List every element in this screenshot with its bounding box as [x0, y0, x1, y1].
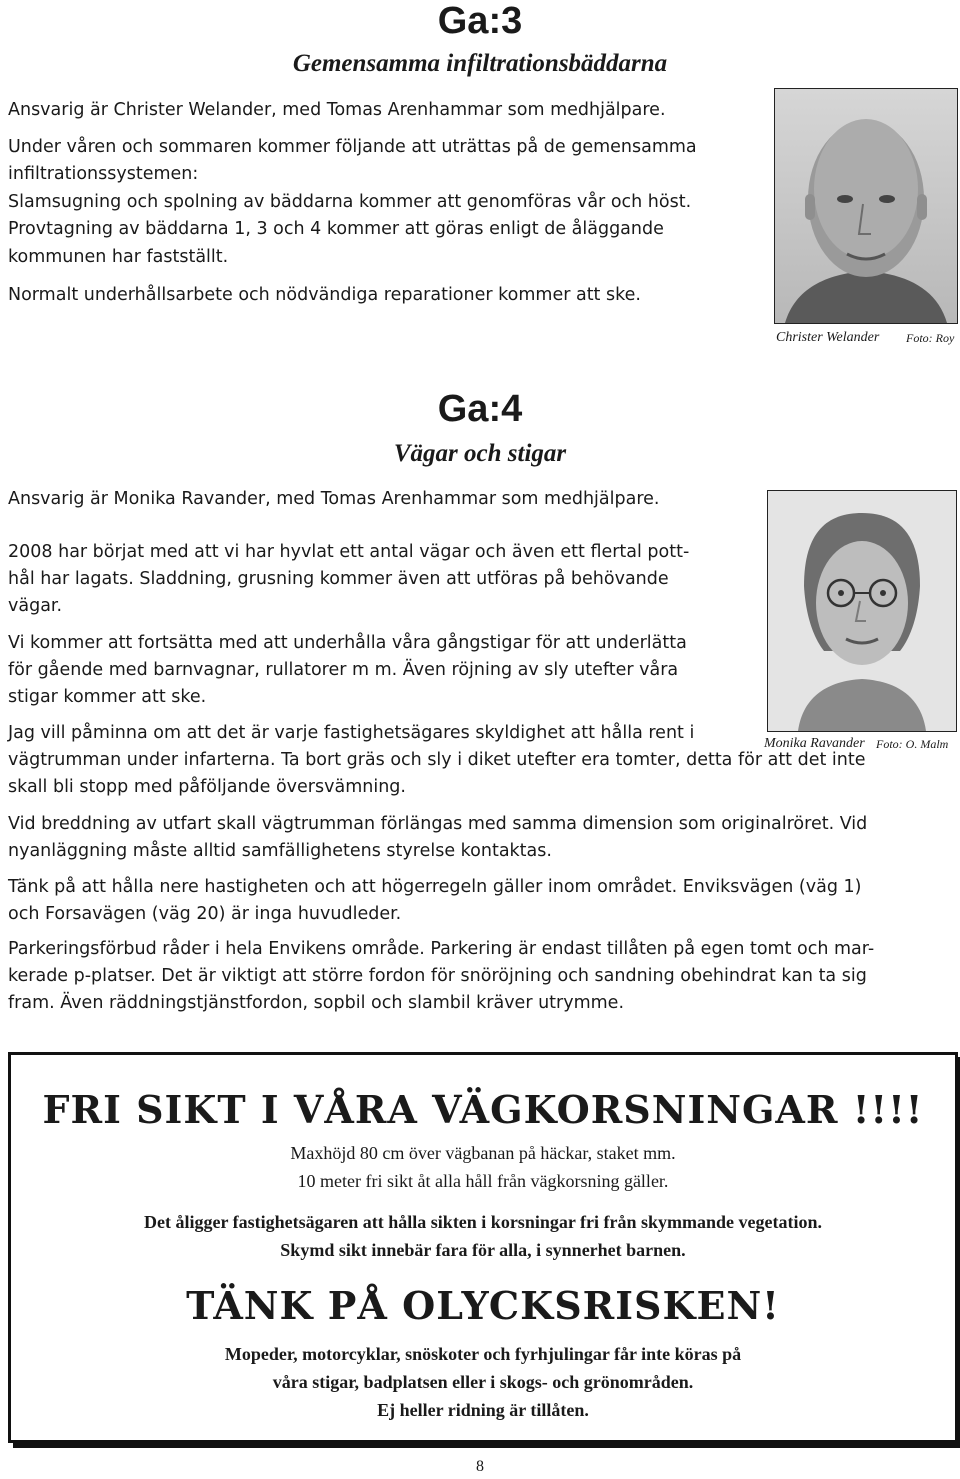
portrait-monika-image: [768, 491, 956, 731]
section-subtitle-ga4: Vägar och stigar: [393, 440, 567, 467]
section-title-ga3: Ga:3: [437, 0, 523, 42]
ga3-line: kommunen har fastställt.: [8, 247, 229, 267]
ga3-line: infiltrationssystemen:: [8, 164, 199, 184]
notice-line: 10 meter fri sikt åt alla håll från vägkorsning gäller.: [297, 1171, 669, 1191]
photo-caption-credit: Foto: Roy: [906, 331, 955, 345]
ga4-p6-line: Parkeringsförbud råder i hela Envikens område. Parkering är endast tillåten på egen tomt och mar-: [8, 939, 875, 959]
ga4-p3-line: vägtrumman under infarterna. Ta bort gräs och sly i diket utefter era tomter, detta för att det inte: [8, 750, 866, 770]
notice-bold-line: Mopeder, motorcyklar, snöskoter och fyrhjulingar får inte köras på: [224, 1344, 742, 1364]
ga4-p6-line: fram. Även räddningstjänstfordon, sopbil och slambil kräver utrymme.: [8, 993, 625, 1013]
ga4-p2-line: stigar kommer att ske.: [8, 687, 207, 707]
notice-bold-line: Det åligger fastighetsägaren att hålla sikten i korsningar fri från skymmande vegetation.: [144, 1212, 822, 1232]
portrait-photo-christer: [774, 88, 958, 324]
ga3-line: Provtagning av bäddarna 1, 3 och 4 kommer att göras enligt de åläggande: [8, 219, 664, 239]
ga4-p5-line: och Forsavägen (väg 20) är inga huvudleder.: [8, 904, 402, 924]
photo-caption-credit: Foto: O. Malm: [876, 737, 949, 751]
section-subtitle-ga3: Gemensamma infiltrationsbäddarna: [292, 50, 668, 77]
photo-caption-name: Christer Welander: [776, 330, 880, 345]
notice-headline-clear-view: FRI SIKT I VÅRA VÄGKORSNINGAR !!!!: [42, 1087, 924, 1132]
ga4-p3-line: Jag vill påminna om att det är varje fastighetsägares skyldighet att hålla rent i: [8, 723, 695, 743]
notice-box: [8, 1052, 958, 1443]
notice-bold-line: våra stigar, badplatsen eller i skogs- och grönområden.: [272, 1372, 694, 1392]
ga4-p3-line: skall bli stopp med påföljande översvämning.: [8, 777, 406, 797]
ga4-p4-line: nyanläggning måste alltid samfällighetens styrelse kontaktas.: [8, 841, 552, 861]
ga4-p2-line: för gående med barnvagnar, rullatorer m m. Även röjning av sly utefter våra: [8, 660, 679, 680]
ga4-p5-line: Tänk på att hålla nere hastigheten och att högerregeln gäller inom området. Enviksvägen (väg 1): [8, 877, 862, 897]
ga4-p4-line: Vid breddning av utfart skall vägtrumman förlängas med samma dimension som originalröret. Vid: [8, 814, 868, 834]
section-title-ga4: Ga:4: [437, 388, 523, 430]
notice-headline-accident-risk: TÄNK PÅ OLYCKSRISKEN!: [186, 1283, 780, 1328]
ga4-responsible: Ansvarig är Monika Ravander, med Tomas Arenhammar som medhjälpare.: [8, 489, 660, 509]
notice-bold-line: Ej heller ridning är tillåten.: [377, 1400, 589, 1420]
ga4-p2-line: Vi kommer att fortsätta med att underhålla våra gångstigar för att underlätta: [8, 633, 687, 653]
photo-caption-name: Monika Ravander: [764, 736, 865, 751]
ga3-line: Slamsugning och spolning av bäddarna kommer att genomföras vår och höst.: [8, 192, 692, 212]
ga4-p1-line: hål har lagats. Sladdning, grusning kommer även att utföras på behövande: [8, 569, 669, 589]
ga4-p1-line: vägar.: [8, 596, 63, 616]
ga3-line: Under våren och sommaren kommer följande att uträttas på de gemensamma: [8, 137, 697, 157]
ga3-responsible: Ansvarig är Christer Welander, med Tomas Arenhammar som medhjälpare.: [8, 100, 666, 120]
portrait-photo-monika: [767, 490, 957, 732]
portrait-christer-image: [775, 89, 957, 323]
page-number: 8: [476, 1458, 484, 1475]
ga4-p1-line: 2008 har börjat med att vi har hyvlat ett antal vägar och även ett flertal pott-: [8, 542, 690, 562]
notice-line: Maxhöjd 80 cm över vägbanan på häckar, staket mm.: [290, 1143, 676, 1163]
ga3-line: Normalt underhållsarbete och nödvändiga reparationer kommer att ske.: [8, 285, 641, 305]
notice-bold-line: Skymd sikt innebär fara för alla, i synnerhet barnen.: [280, 1240, 686, 1260]
ga4-p6-line: kerade p-platser. Det är viktigt att större fordon för snöröjning och sandning obehindrat kan ta sig: [8, 966, 867, 986]
